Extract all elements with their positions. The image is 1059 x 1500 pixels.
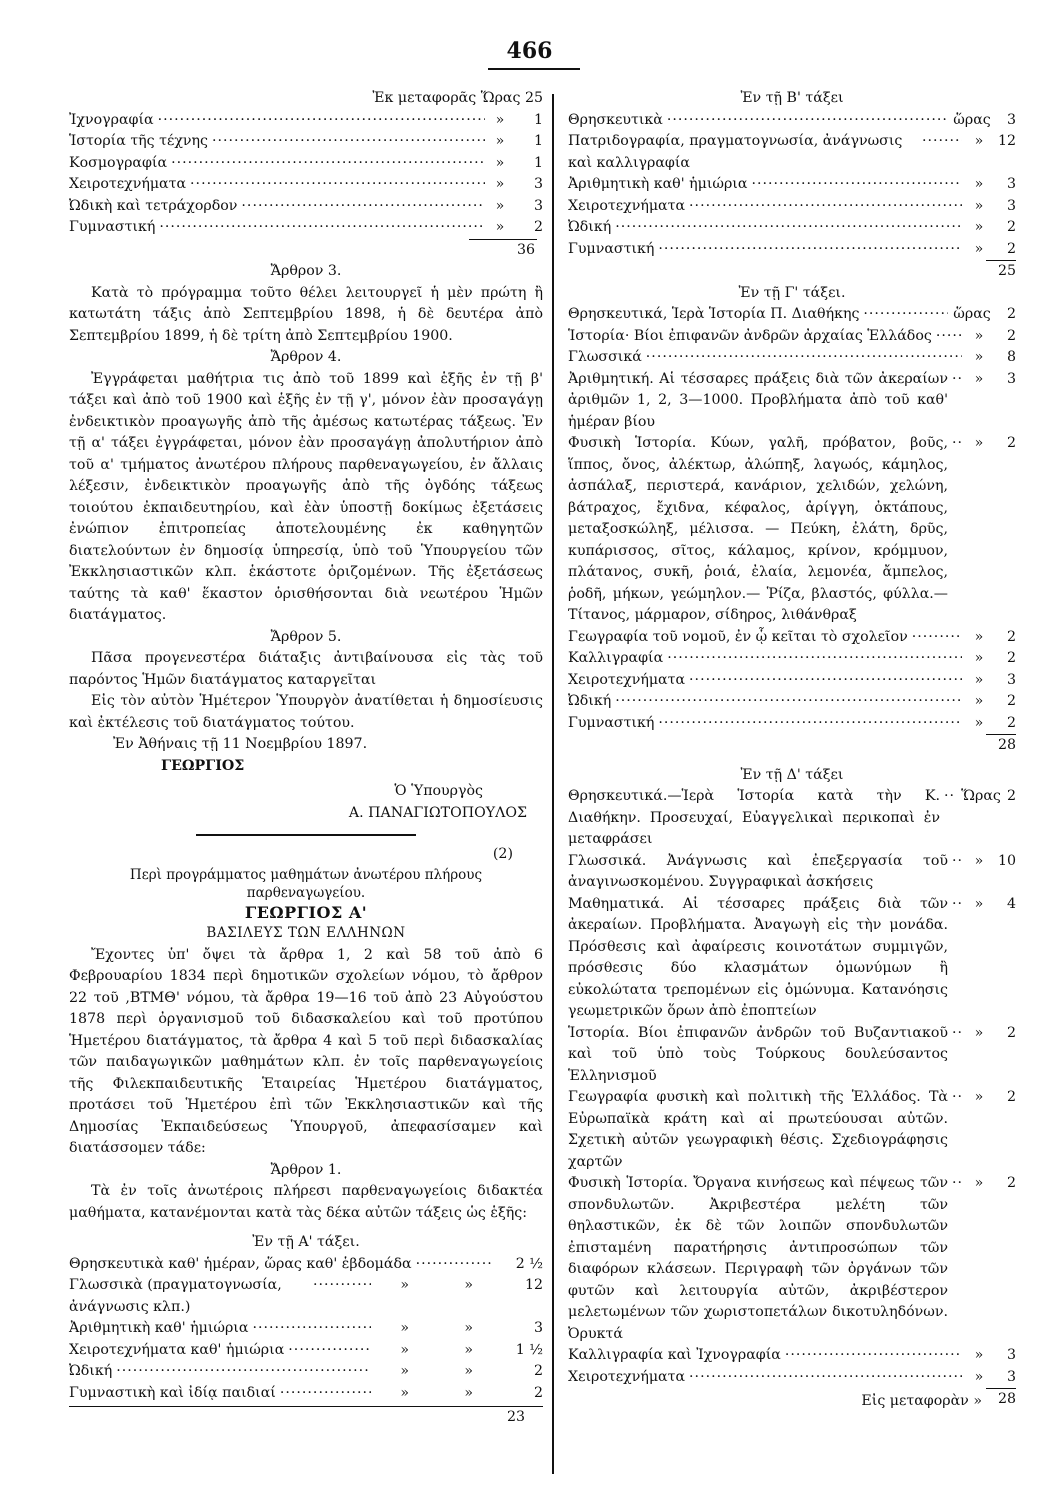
table-row: Χειροτεχνήματα ····· » 3 xyxy=(69,174,543,196)
article-text: Τὰ ἐν τοῖς ἀνωτέροις πλήρεσι παρθεναγωγείοις διδακτέα μαθήματα, κατανέμονται κατὰ τὰς δέκα αὐτῶν τάξεις ὡς ἑξῆς: xyxy=(69,1183,543,1221)
article-heading: Ἄρθρον 4. xyxy=(270,349,342,365)
minister-name: Α. ΠΑΝΑΓΙΩΤΟΠΟΥΛΟΣ xyxy=(348,804,527,821)
table-row: Ἱστορία τῆς τέχνης ····· » 1 xyxy=(69,131,543,153)
table-row: Κοσμογραφία ····· » 1 xyxy=(69,153,543,175)
article-text: Εἰς τὸν αὐτὸν Ἡμέτερον Ὑπουργὸν ἀνατίθεται ἡ δημοσίευσις καὶ ἐκτέλεσις τοῦ διατάγματος τούτου. xyxy=(69,693,543,731)
table-row: Φυσικὴ Ἱστορία. Κύων, γαλῆ, πρόβατον, βοῦς, ἵππος, ὄνος, ἀλέκτωρ, ἀλώπηξ, λαγωός, κάμηλος, ἀσπάλαξ, περιστερά, κανάριον, χελιδών, χελώνη, βάτραχος, ἔχιδνα, κέφαλος, ἀρίγγη, ὀκτάπους, μεταξοσκώληξ, μέλισσα. — Πεύκη, ἐλάτη, δρῦς, κυπάρισσος, σῖτος, κάλαμος, κρίνον, κρόμμυον, πλάτανος, συκῆ, ῥοιά, ἐλαία, λεμονέα, ἄμπελος, ῥοδῆ, μήκων, γεώμηλον.— Ῥίζα, βλαστός, φύλλα.—Τίτανος, μάρμαρον, σίδηρος, λιθάνθραξ ····· » 2 xyxy=(568,433,1016,627)
table-row: Ὠδική ····· » 2 xyxy=(568,691,1016,713)
table-total: 25 xyxy=(986,260,1016,283)
class-heading: Ἐν τῇ Δ' τάξει xyxy=(740,766,844,783)
table-row: Γυμναστική ····· » 2 xyxy=(568,239,1016,261)
decree-preamble: Ἔχοντες ὑπ' ὄψει τὰ ἄρθρα 1, 2 καὶ 58 τοῦ ἀπὸ 6 Φεβρουαρίου 1834 περὶ δημοτικῶν σχολείων νόμου, τὸ ἄρθρον 22 τοῦ ,ΒΤΜΘ' νόμου, τὰ ἄρθρα 19—16 τοῦ ἀπὸ 23 Αὐγούστου 1878 περὶ ὀργανισμοῦ τοῦ διδασκαλείου καὶ τοῦ προτύπου Ἡμετέρου διατάγματος, τὰ ἄρθρα 4 καὶ 5 τοῦ περὶ διδασκαλίας τῶν παιδαγωγικῶν μαθημάτων κλπ. ἐν τοῖς παρθεναγωγείοις τῆς Φιλεκπαιδευτικῆς Ἑταιρείας Ἡμετέρου διατάγματος, προτάσει τοῦ Ἡμετέρου ἐπὶ τῶν Ἐκκλησιαστικῶν καὶ τῆς Δημοσίας Ἐκπαιδεύσεως Ὑπουργοῦ, ἀπεφασίσαμεν καὶ διατάσσομεν τάδε: xyxy=(69,946,543,1156)
decree-date: Ἐν Ἀθήναις τῇ 11 Νοεμβρίου 1897. xyxy=(113,736,368,752)
minister-title: Ὁ Ὑπουργὸς xyxy=(394,783,483,799)
table-row: Ὠδικὴ καὶ τετράχορδον ····· » 3 xyxy=(69,196,543,218)
article-heading: Ἄρθρον 1. xyxy=(270,1161,342,1178)
table-row: Ἱστορία. Βίοι ἐπιφανῶν ἀνδρῶν τοῦ Βυζαντιακοῦ καὶ τοῦ ὑπὸ τοὺς Τούρκους δουλεύσαντος Ἑλληνισμοῦ ····· » 2 xyxy=(568,1023,1016,1088)
table-row: Χειροτεχνήματα ····· » 3 xyxy=(568,670,1016,692)
table-row: Θρησκευτικά, Ἱερὰ Ἱστορία Π. Διαθήκης ····· ὥρας 2 xyxy=(568,304,1016,326)
table-row: Γυμναστικὴ καὶ ἰδίᾳ παιδιαί ····· » » 2 xyxy=(69,1383,543,1405)
class-b-table xyxy=(568,110,1016,283)
class-c-table xyxy=(568,304,1016,757)
table-row: Μαθηματικά. Αἱ τέσσαρες πράξεις διὰ τῶν ἀκεραίων. Προβλήματα. Ἀναγωγὴ εἰς τὴν μονάδα. Πρόσθεσις καὶ ἀφαίρεσις κοινοτάτων συμμιγῶν, πρόσθεσις δύο κλασμάτων ὁμωνύμων ἢ εὐκολώτατα τρεπομένων εἰς ὁμώνυμα. Κατανόησις γεωμετρικῶν ὅρων ἀπὸ ἐποπτείων ····· » 4 xyxy=(568,894,1016,1023)
table-row: Γλωσσικά. Ἀνάγνωσις καὶ ἐπεξεργασία τοῦ ἀναγινωσκομένου. Συγγραφικαὶ ἀσκήσεις ····· » 10 xyxy=(568,851,1016,894)
class-d-table xyxy=(568,786,1016,1411)
right-column xyxy=(568,88,1016,1412)
table-row: Καλλιγραφία ····· » 2 xyxy=(568,648,1016,670)
table-row: Ὠδική ····· » » 2 xyxy=(69,1361,543,1383)
page-number-rule xyxy=(488,68,580,70)
table-row: Γεωγραφία φυσικὴ καὶ πολιτικὴ τῆς Ἑλλάδος. Τὰ Εὐρωπαϊκὰ κράτη καὶ αἱ πρωτεύουσαι αὐτῶν. Σχετικὴ αὐτῶν γεωγραφικὴ θέσις. Σχεδιογράφησις χαρτῶν ····· » 2 xyxy=(568,1087,1016,1173)
table-row: Πατριδογραφία, πραγματογνωσία, ἀνάγνωσις καὶ καλλιγραφία ····· » 12 xyxy=(568,131,1016,174)
left-column xyxy=(69,88,543,1429)
article-text: Ἐγγράφεται μαθήτρια τις ἀπὸ τοῦ 1899 καὶ ἑξῆς ἐν τῇ β' τάξει καὶ ἀπὸ τοῦ 1900 καὶ ἑξῆς ἐν τῇ γ', μόνον ἐὰν προσαγάγῃ ἐνδεικτικὸν προαγωγῆς ἀπὸ τῆς ἀμέσως κατωτέρας τάξεως. Ἐν τῇ α' τάξει ἐγγράφεται, μόνον ἐὰν προσαγάγῃ ἀπολυτήριον ἀπὸ τοῦ α' τμήματος ἀνωτέρου πλήρους παρθεναγωγείου, ἐν ἄλλαις λέξεσιν, ἐνδεικτικὸν προαγωγῆς ἀπὸ τῆς ὀγδόης τάξεως τοιούτου ἐκπαιδευτηρίου, καὶ ἐὰν ὑποστῇ δοκίμως ἐξετάσεις ἐνώπιον ἐπιτροπείας ἀποτελουμένης ἐκ καθηγητῶν διατελούντων ἐν δημοσίᾳ ὑπηρεσίᾳ, ὑπὸ τοῦ Ὑπουργείου τῶν Ἐκκλησιαστικῶν κλπ. ἑκάστοτε ὁριζομένων. Τῆς ἐξετάσεως ταύτης τὰ καθ' ἕκαστον ὁρισθήσονται διὰ νεωτέρου Ἡμῶν διατάγματος. xyxy=(69,370,543,623)
table-row: Φυσικὴ Ἱστορία. Ὄργανα κινήσεως καὶ πέψεως τῶν σπονδυλωτῶν. Ἀκριβεστέρα μελέτη τῶν θηλαστικῶν, ἐκ δὲ τῶν λοιπῶν σπονδυλωτῶν ἐπισταμένη παρατήρησις ἀντιπροσώπων τῶν διαφόρων κλάσεων. Περιγραφὴ τῶν ὀργάνων τῶν φυτῶν καὶ λειτουργία αὐτῶν, ἀκριβέστερον μελετωμένων τῶν χωριστοπετάλων δικοτυληδόνων. Ὀρυκτά ····· » 2 xyxy=(568,1173,1016,1345)
continued-table xyxy=(69,110,543,262)
king-signature: ΓΕΩΡΓΙΟΣ xyxy=(161,757,245,774)
document-subject: Περὶ προγράμματος μαθημάτων ἀνωτέρου πλήρους παρθεναγωγείου. xyxy=(129,866,483,901)
table-row: Γεωγραφία τοῦ νομοῦ, ἐν ᾧ κεῖται τὸ σχολεῖον ····· » 2 xyxy=(568,627,1016,649)
table-row: Θρησκευτικὰ ····· ὥρας 3 xyxy=(568,110,1016,132)
table-total: 28 xyxy=(986,1388,1016,1411)
table-row: Ἀριθμητικὴ καθ' ἡμιώρια ····· » 3 xyxy=(568,174,1016,196)
table-row: Χειροτεχνήματα ····· » 3 xyxy=(568,196,1016,218)
king-heading: ΓΕΩΡΓΙΟΣ Α' xyxy=(244,902,368,922)
class-heading: Ἐν τῇ Α' τάξει. xyxy=(252,1234,360,1250)
article-text: Κατὰ τὸ πρόγραμμα τοῦτο θέλει λειτουργεῖ ἡ μὲν πρώτη ἢ κατωτάτη τάξις ἀπὸ Σεπτεμβρίου 1898, ἡ δὲ δευτέρα ἀπὸ Σεπτεμβρίου 1899, ἡ δὲ τρίτη ἀπὸ Σεπτεμβρίου 1900. xyxy=(69,284,543,344)
page-number: 466 xyxy=(506,38,553,64)
article-heading: Ἄρθρον 3. xyxy=(270,263,342,279)
class-heading: Ἐν τῇ Γ' τάξει. xyxy=(738,284,846,301)
king-title: ΒΑΣΙΛΕΥΣ ΤΩΝ ΕΛΛΗΝΩΝ xyxy=(206,925,406,941)
table-row: Χειροτεχνήματα καθ' ἡμιώρια ····· » » 1 ½ xyxy=(69,1340,543,1362)
article-heading: Ἄρθρον 5. xyxy=(270,628,342,645)
section-divider xyxy=(196,834,416,836)
table-total: 36 xyxy=(469,239,537,262)
table-row: Ἀριθμητικὴ καθ' ἡμιώρια ····· » » 3 xyxy=(69,1318,543,1340)
class-heading: Ἐν τῇ Β' τάξει xyxy=(740,90,844,106)
table-row: Θρησκευτικὰ καθ' ἡμέραν, ὥρας καθ' ἑβδομάδα ····· 2 ½ xyxy=(69,1254,543,1276)
table-row: Καλλιγραφία καὶ Ἰχνογραφία ····· » 3 xyxy=(568,1345,1016,1367)
table-row: Θρησκευτικά.—Ἱερὰ Ἱστορία κατὰ τὴν Κ. Διαθήκην. Προσευχαί, Εὐαγγελικαὶ περικοπαὶ ἐν μεταφράσει ····· Ὥρας 2 xyxy=(568,786,1016,851)
table-row: Γλωσσικά ····· » 8 xyxy=(568,347,1016,369)
table-row: Χειροτεχνήματα ····· » 3 xyxy=(568,1367,1016,1389)
table-row: Ὠδική ····· » 2 xyxy=(568,217,1016,239)
table-row: Γλωσσικὰ (πραγματογνωσία, ἀνάγνωσις κλπ.) ····· » » 12 xyxy=(69,1275,543,1318)
table-row: Γυμναστική ····· » 2 xyxy=(69,217,543,239)
table-total: 23 xyxy=(507,1409,526,1425)
column-divider xyxy=(552,94,554,1474)
class-a-table xyxy=(69,1254,543,1429)
article-text: Πᾶσα προγενεστέρα διάταξις ἀντιβαίνουσα εἰς τὰς τοῦ παρόντος Ἡμῶν διατάγματος καταργεῖται xyxy=(69,650,543,688)
table-row: Γυμναστική ····· » 2 xyxy=(568,713,1016,735)
table-row: Ἱστορία· Βίοι ἐπιφανῶν ἀνδρῶν ἀρχαίας Ἑλλάδος ····· » 2 xyxy=(568,326,1016,348)
carry-out: Εἰς μεταφορὰν » xyxy=(861,1392,982,1409)
document-number: (2) xyxy=(492,846,513,862)
carry-in: Ἐκ μεταφορᾶς Ὥρας 25 xyxy=(372,90,543,106)
table-total: 28 xyxy=(986,734,1016,757)
table-row: Ἰχνογραφία ····· » 1 xyxy=(69,110,543,132)
table-row: Ἀριθμητική. Αἱ τέσσαρες πράξεις διὰ τῶν ἀκεραίων ἀριθμῶν 1, 2, 3—1000. Προβλήματα ἀπὸ τοῦ καθ' ἡμέραν βίου ····· » 3 xyxy=(568,369,1016,434)
